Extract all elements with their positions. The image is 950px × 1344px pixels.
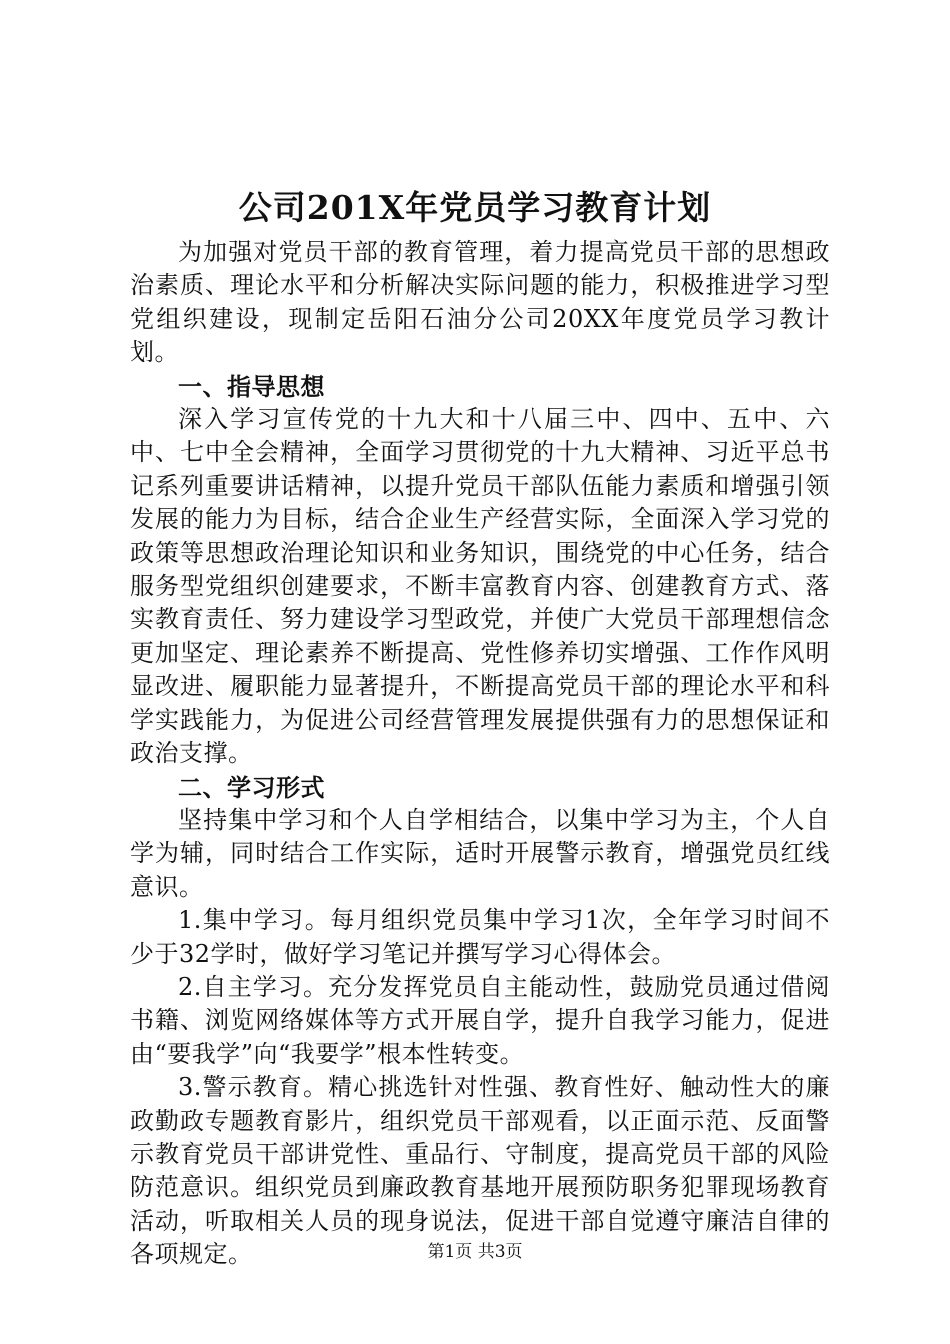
intro-paragraph: 为加强对党员干部的教育管理，着力提高党员干部的思想政治素质、理论水平和分析解决实际问题的能力，积极推进学习型党组织建设，现制定岳阳石油分公司20XX年度党员学习教计划。 <box>130 238 830 367</box>
item-self-study: 2.自主学习。充分发挥党员自主能动性，鼓励党员通过借阅书籍、浏览网络媒体等方式开展自学，提升自我学习能力，促进由“要我学”向“我要学”根本性转变。 <box>130 972 830 1068</box>
document-body <box>130 236 830 1272</box>
item-warning-education: 3.警示教育。精心挑选针对性强、教育性好、触动性大的廉政勤政专题教育影片，组织党员干部观看，以正面示范、反面警示教育党员干部讲党性、重品行、守制度，提高党员干部的风险防范意识。组织党员到廉政教育基地开展预防职务犯罪现场教育活动，听取相关人员的现身说法，促进干部自觉遵守廉洁自律的各项规定。 <box>130 1073 830 1269</box>
document-title: 公司201X年党员学习教育计划 <box>238 188 712 227</box>
item-centralized-study: 1.集中学习。每月组织党员集中学习1次，全年学习时间不少于32学时，做好学习笔记并撰写学习心得体会。 <box>130 906 830 968</box>
page-footer: 第1页 共3页 <box>427 1242 523 1262</box>
learning-forms-paragraph: 坚持集中学习和个人自学相结合，以集中学习为主，个人自学为辅，同时结合工作实际，适时开展警示教育，增强党员红线意识。 <box>130 805 830 901</box>
section-heading-guiding-ideology: 一、指导思想 <box>178 371 325 401</box>
section-heading-learning-forms: 二、学习形式 <box>178 772 325 802</box>
guiding-ideology-paragraph: 深入学习宣传党的十九大和十八届三中、四中、五中、六中、七中全会精神，全面学习贯彻党的十九大精神、习近平总书记系列重要讲话精神，以提升党员干部队伍能力素质和增强引领发展的能力为目标，结合企业生产经营实际，全面深入学习党的政策等思想政治理论知识和业务知识，围绕党的中心任务，结合服务型党组织创建要求，不断丰富教育内容、创建教育方式、落实教育责任、努力建设学习型政党，并使广大党员干部理想信念更加坚定、理论素养不断提高、党性修养切实增强、工作作风明显改进、履职能力显著提升，不断提高党员干部的理论水平和科学实践能力，为促进公司经营管理发展提供强有力的思想保证和政治支撑。 <box>130 405 830 768</box>
